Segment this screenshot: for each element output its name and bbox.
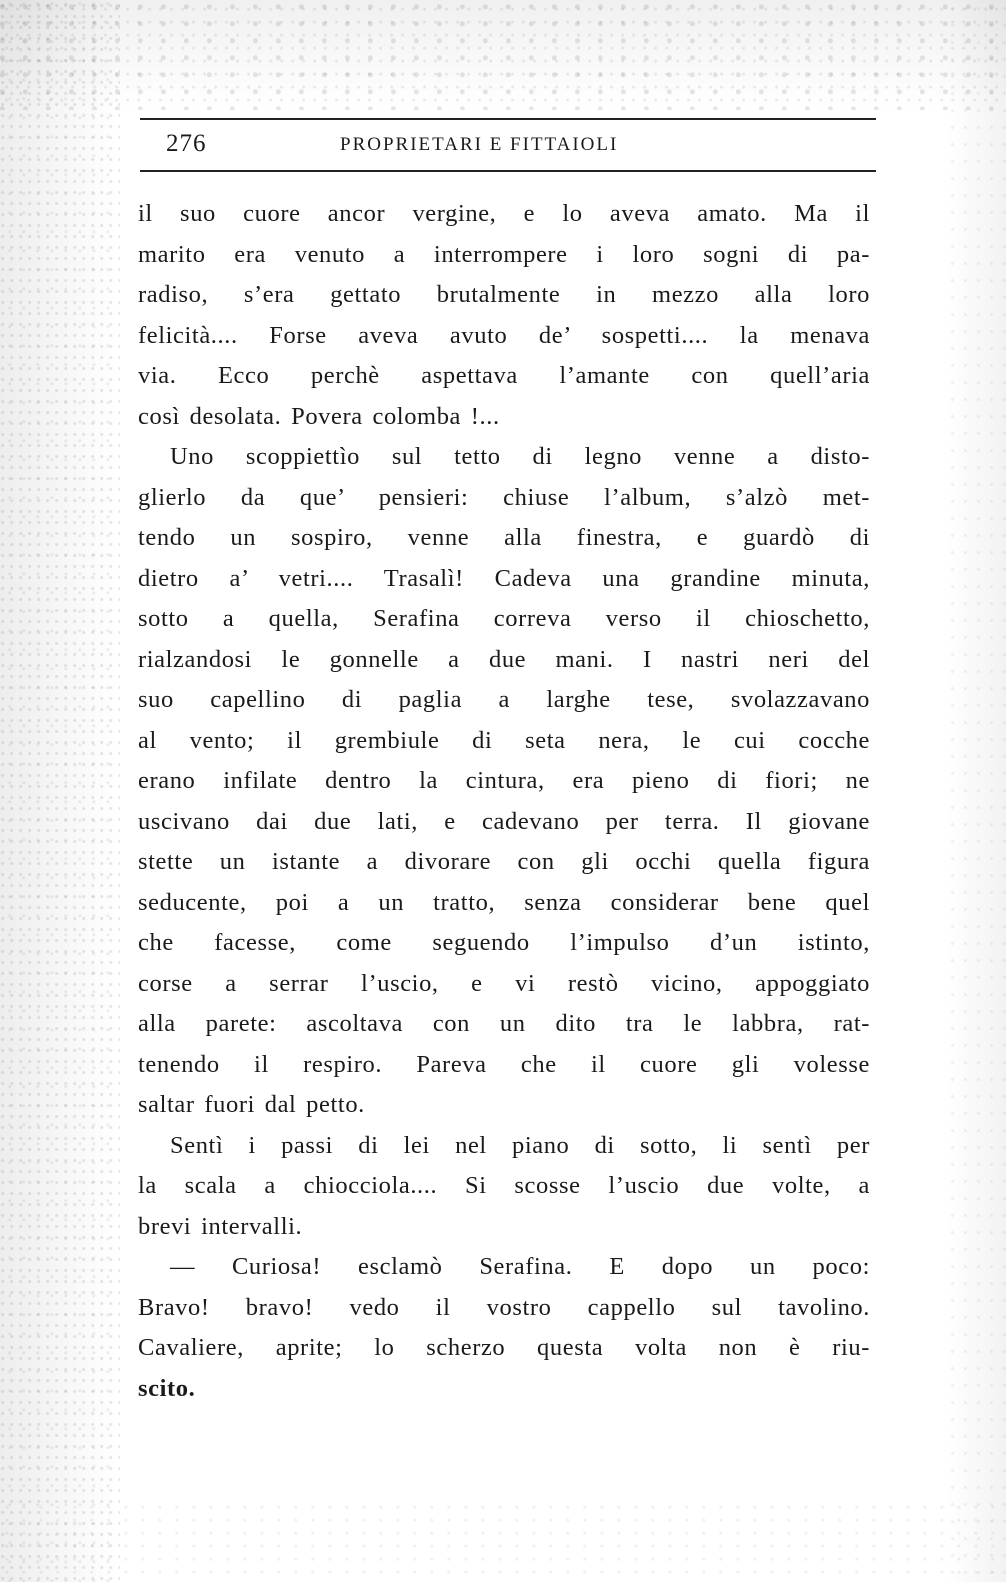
running-title: PROPRIETARI E FITTAIOLI: [340, 134, 619, 155]
text-line: glierlo da que’ pensieri: chiuse l’album, s’alzò met-: [138, 483, 870, 511]
text-line: radiso, s’era gettato brutalmente in mezzo alla loro: [138, 281, 870, 308]
text-line: saltar fuori dal petto.: [138, 1091, 365, 1118]
text-line: Bravo! bravo! vedo il vostro cappello sul tavolino.: [138, 1293, 870, 1321]
text-line: tenendo il respiro. Pareva che il cuore gli volesse: [138, 1050, 870, 1078]
text-line: marito era venuto a interrompere i loro sogni di pa-: [138, 240, 870, 268]
text-line: la scala a chiocciola.... Si scosse l’uscio due volte, a: [138, 1172, 870, 1199]
text-line: che facesse, come seguendo l’impulso d’un istinto,: [138, 929, 870, 956]
text-line: il suo cuore ancor vergine, e lo aveva amato. Ma il: [138, 200, 870, 227]
scan-noise-right: [946, 0, 1006, 1582]
text-line: via. Ecco perchè aspettava l’amante con quell’aria: [138, 362, 870, 389]
text-line: stette un istante a divorare con gli occhi quella figura: [138, 848, 870, 875]
page-number: 276: [166, 130, 207, 157]
scan-noise-bottom: [0, 1502, 1006, 1582]
page-header: [140, 118, 876, 172]
text-line: brevi intervalli.: [138, 1212, 303, 1240]
scan-noise-top: [0, 0, 1006, 110]
text-line: al vento; il grembiule di seta nera, le cui cocche: [138, 726, 870, 754]
text-line: felicità.... Forse aveva avuto de’ sospetti.... la menava: [138, 321, 870, 349]
text-line: dietro a’ vetri.... Trasalì! Cadeva una grandine minuta,: [138, 564, 870, 592]
body-text: [138, 194, 870, 1409]
text-line: Cavaliere, aprite; lo scherzo questa volta non è riu-: [138, 1334, 870, 1361]
text-line: corse a serrar l’uscio, e vi restò vicino, appoggiato: [138, 969, 870, 997]
text-line: tendo un sospiro, venne alla finestra, e guardò di: [138, 524, 870, 551]
text-line: così desolata. Povera colomba !...: [138, 402, 500, 430]
text-line: sotto a quella, Serafina correva verso il chioschetto,: [138, 605, 870, 632]
text-line: seducente, poi a un tratto, senza considerar bene quel: [138, 888, 870, 916]
scan-noise-left: [0, 0, 120, 1582]
text-line: uscivano dai due lati, e cadevano per terra. Il giovane: [138, 807, 870, 835]
text-line: rialzandosi le gonnelle a due mani. I nastri neri del: [138, 645, 870, 673]
text-line: suo capellino di paglia a larghe tese, svolazzavano: [138, 686, 870, 713]
text-line: Sentì i passi di lei nel piano di sotto, li sentì per: [170, 1131, 870, 1159]
text-line: erano infilate dentro la cintura, era pieno di fiori; ne: [138, 767, 870, 794]
text-line: Uno scoppiettìo sul tetto di legno venne a disto-: [170, 443, 870, 470]
text-line: scito.: [138, 1374, 196, 1402]
text-line: alla parete: ascoltava con un dito tra le labbra, rat-: [138, 1010, 870, 1037]
text-line: — Curiosa! esclamò Serafina. E dopo un poco:: [170, 1253, 870, 1280]
